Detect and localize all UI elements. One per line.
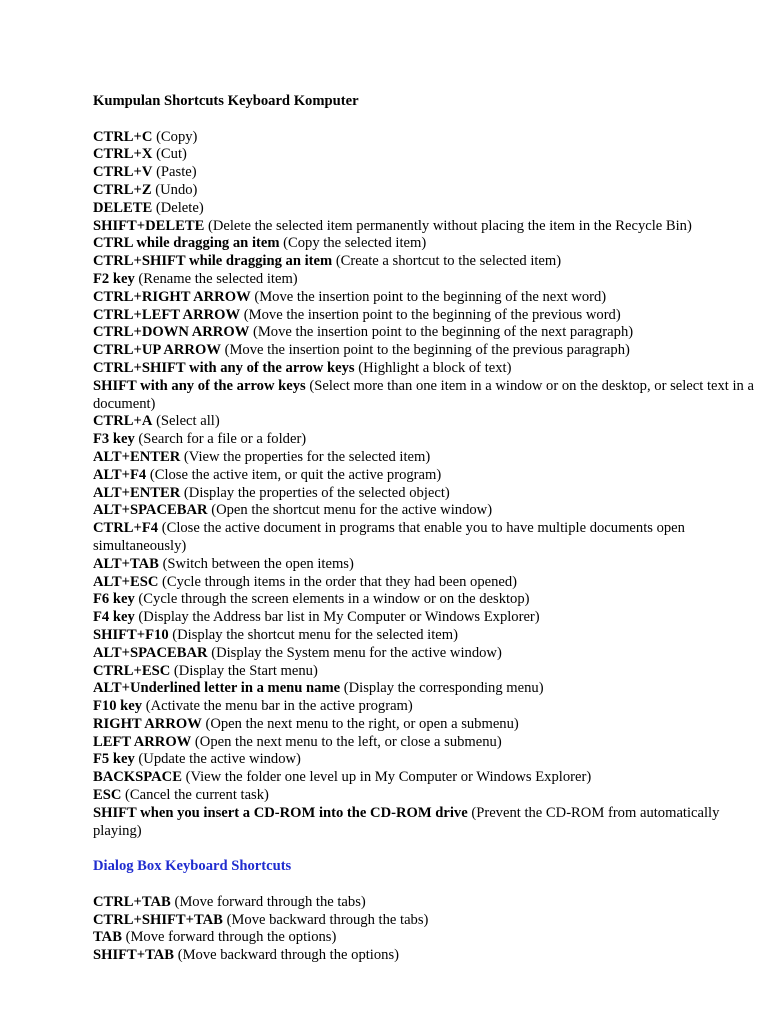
shortcut-key: SHIFT with any of the arrow keys <box>93 377 306 394</box>
shortcut-key: ALT+TAB <box>93 555 159 572</box>
shortcut-key: F4 key <box>93 609 135 626</box>
general-shortcuts-list <box>93 129 758 841</box>
shortcut-description: (Display the shortcut menu for the selected item) <box>172 626 458 643</box>
document-title: Kumpulan Shortcuts Keyboard Komputer <box>93 93 359 109</box>
shortcut-description: (Display the Address bar list in My Computer or Windows Explorer) <box>138 609 540 626</box>
shortcut-entry <box>93 609 758 627</box>
shortcut-description: (Search for a file or a folder) <box>138 431 307 448</box>
shortcut-description: (Move forward through the options) <box>125 929 337 946</box>
shortcut-description: (Undo) <box>155 181 198 198</box>
shortcut-key: CTRL+LEFT ARROW <box>93 306 241 323</box>
shortcut-description: (Copy) <box>156 128 198 145</box>
shortcut-entry <box>93 324 758 342</box>
shortcut-entry <box>93 307 758 325</box>
shortcut-key: CTRL+A <box>93 413 153 430</box>
shortcut-key: F6 key <box>93 591 135 608</box>
shortcut-key: CTRL+TAB <box>93 893 171 910</box>
shortcut-entry <box>93 146 758 164</box>
shortcut-key: ALT+ESC <box>93 573 159 590</box>
shortcut-key: CTRL+SHIFT while dragging an item <box>93 253 333 270</box>
shortcut-key: CTRL+C <box>93 128 153 145</box>
shortcut-entry <box>93 663 758 681</box>
shortcut-description: (Select more than one item in a window or on the desktop, or select text in a document) <box>93 377 754 412</box>
shortcut-entry <box>93 574 758 592</box>
shortcut-key: CTRL+UP ARROW <box>93 342 221 359</box>
shortcut-entry <box>93 787 758 805</box>
shortcut-description: (Highlight a block of text) <box>358 359 512 376</box>
shortcut-key: F5 key <box>93 751 135 768</box>
shortcut-entry <box>93 805 758 841</box>
shortcut-entry <box>93 680 758 698</box>
shortcut-key: ALT+ENTER <box>93 484 181 501</box>
shortcut-description: (Cycle through items in the order that they had been opened) <box>162 573 518 590</box>
shortcut-entry <box>93 627 758 645</box>
shortcut-entry <box>93 947 758 965</box>
shortcut-entry <box>93 520 758 556</box>
shortcut-key: CTRL+X <box>93 146 153 163</box>
shortcut-description: (Paste) <box>156 164 197 181</box>
shortcut-description: (Move forward through the tabs) <box>174 893 366 910</box>
shortcut-description: (Delete) <box>155 199 204 216</box>
shortcut-key: CTRL+DOWN ARROW <box>93 324 250 341</box>
shortcut-entry <box>93 342 758 360</box>
shortcut-description: (View the folder one level up in My Computer or Windows Explorer) <box>185 769 592 786</box>
shortcut-description: (Update the active window) <box>138 751 301 768</box>
shortcut-description: (Create a shortcut to the selected item) <box>335 253 562 270</box>
shortcut-entry <box>93 645 758 663</box>
shortcut-description: (Rename the selected item) <box>138 270 298 287</box>
shortcut-entry <box>93 182 758 200</box>
shortcut-key: LEFT ARROW <box>93 733 192 750</box>
shortcut-entry <box>93 698 758 716</box>
shortcut-key: RIGHT ARROW <box>93 715 202 732</box>
shortcut-entry <box>93 449 758 467</box>
shortcut-description: (Display the corresponding menu) <box>343 680 544 697</box>
shortcut-key: F10 key <box>93 698 143 715</box>
shortcut-entry <box>93 769 758 787</box>
shortcut-description: (Activate the menu bar in the active program) <box>145 698 413 715</box>
shortcut-key: TAB <box>93 929 122 946</box>
shortcut-entry <box>93 200 758 218</box>
shortcut-description: (Display the properties of the selected object) <box>183 484 450 501</box>
shortcut-entry <box>93 467 758 485</box>
shortcut-key: F3 key <box>93 431 135 448</box>
shortcut-entry <box>93 218 758 236</box>
shortcut-entry <box>93 360 758 378</box>
shortcut-key: ALT+ENTER <box>93 448 181 465</box>
shortcut-entry <box>93 289 758 307</box>
shortcut-entry <box>93 502 758 520</box>
shortcut-description: (Open the shortcut menu for the active window) <box>211 502 493 519</box>
shortcut-entry <box>93 734 758 752</box>
shortcut-description: (Copy the selected item) <box>283 235 427 252</box>
shortcut-key: CTRL while dragging an item <box>93 235 280 252</box>
shortcut-description: (Display the Start menu) <box>173 662 318 679</box>
shortcut-description: (Move the insertion point to the beginning of the next word) <box>254 288 607 305</box>
shortcut-description: (Cycle through the screen elements in a window or on the desktop) <box>138 591 530 608</box>
shortcut-entry <box>93 556 758 574</box>
shortcut-entry <box>93 413 758 431</box>
shortcut-key: CTRL+ESC <box>93 662 171 679</box>
dialog-section-title: Dialog Box Keyboard Shortcuts <box>93 858 292 875</box>
shortcut-description: (Move the insertion point to the beginning of the previous paragraph) <box>224 342 630 359</box>
shortcut-key: CTRL+Z <box>93 181 152 198</box>
shortcut-description: (Delete the selected item permanently without placing the item in the Recycle Bin) <box>207 217 692 234</box>
shortcut-entry <box>93 235 758 253</box>
shortcut-key: BACKSPACE <box>93 769 182 786</box>
shortcut-description: (Move the insertion point to the beginning of the previous word) <box>243 306 621 323</box>
shortcut-entry <box>93 751 758 769</box>
shortcut-key: CTRL+V <box>93 164 153 181</box>
shortcut-entry <box>93 591 758 609</box>
shortcut-key: CTRL+F4 <box>93 520 159 537</box>
dialog-shortcuts-list <box>93 894 758 965</box>
shortcut-key: ALT+Underlined letter in a menu name <box>93 680 341 697</box>
shortcut-description: (Prevent the CD-ROM from automatically playing) <box>93 804 720 839</box>
shortcut-description: (Move the insertion point to the beginning of the next paragraph) <box>252 324 634 341</box>
document-page <box>93 93 758 965</box>
shortcut-description: (Switch between the open items) <box>162 555 354 572</box>
shortcut-key: ALT+SPACEBAR <box>93 502 208 519</box>
shortcut-entry <box>93 912 758 930</box>
shortcut-key: SHIFT+DELETE <box>93 217 205 234</box>
shortcut-key: SHIFT+F10 <box>93 626 169 643</box>
shortcut-description: (Open the next menu to the right, or open a submenu) <box>205 715 519 732</box>
shortcut-entry <box>93 253 758 271</box>
shortcut-description: (Close the active item, or quit the active program) <box>149 466 442 483</box>
shortcut-description: (Cancel the current task) <box>125 787 269 804</box>
shortcut-entry <box>93 129 758 147</box>
shortcut-entry <box>93 929 758 947</box>
shortcut-entry <box>93 164 758 182</box>
shortcut-key: SHIFT when you insert a CD-ROM into the CD-ROM drive <box>93 804 468 821</box>
shortcut-key: F2 key <box>93 270 135 287</box>
shortcut-entry <box>93 485 758 503</box>
shortcut-entry <box>93 716 758 734</box>
shortcut-entry <box>93 378 758 414</box>
shortcut-key: ESC <box>93 787 122 804</box>
shortcut-entry <box>93 271 758 289</box>
shortcut-key: ALT+F4 <box>93 466 147 483</box>
shortcut-description: (Display the System menu for the active window) <box>211 644 502 661</box>
shortcut-key: CTRL+RIGHT ARROW <box>93 288 251 305</box>
shortcut-key: SHIFT+TAB <box>93 947 175 964</box>
shortcut-description: (View the properties for the selected item) <box>183 448 431 465</box>
shortcut-description: (Cut) <box>156 146 187 163</box>
shortcut-description: (Open the next menu to the left, or close a submenu) <box>194 733 502 750</box>
shortcut-description: (Select all) <box>156 413 220 430</box>
shortcut-key: ALT+SPACEBAR <box>93 644 208 661</box>
shortcut-key: DELETE <box>93 199 153 216</box>
shortcut-entry <box>93 894 758 912</box>
shortcut-entry <box>93 431 758 449</box>
shortcut-key: CTRL+SHIFT with any of the arrow keys <box>93 359 355 376</box>
shortcut-description: (Close the active document in programs that enable you to have multiple documents open simultaneously) <box>93 520 685 554</box>
shortcut-description: (Move backward through the tabs) <box>226 911 429 928</box>
shortcut-description: (Move backward through the options) <box>177 947 399 964</box>
shortcut-key: CTRL+SHIFT+TAB <box>93 911 223 928</box>
